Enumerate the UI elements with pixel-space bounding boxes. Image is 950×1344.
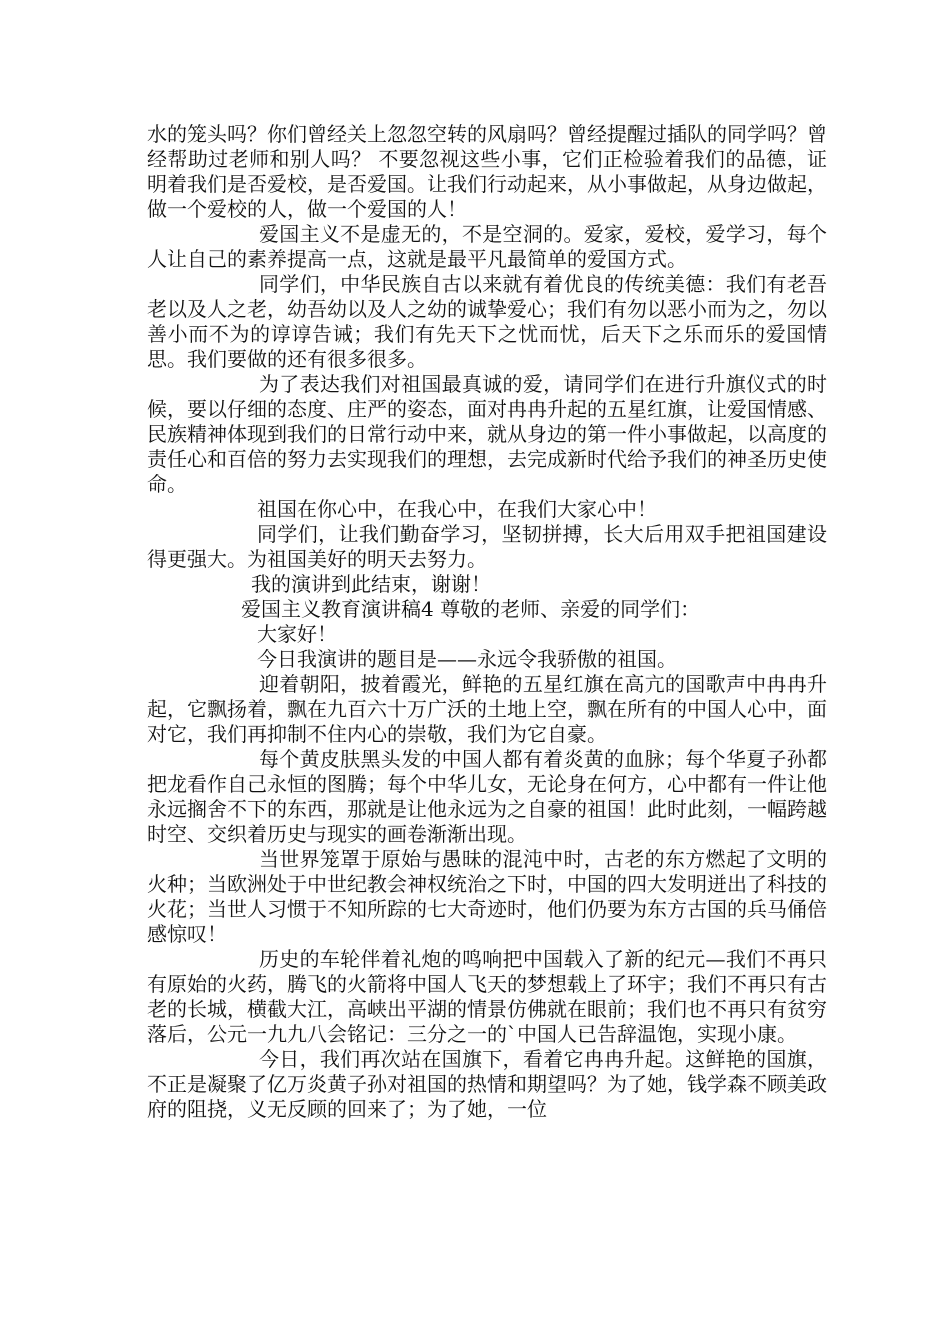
paragraph-12: 每个黄皮肤黑头发的中国人都有着炎黄的血脉；每个华夏子孙都把龙看作自己永恒的图腾；每个中华儿女，无论身在何方，心中都有一件让他永远搁舍不下的东西，那就是让他永远为之自豪的祖国！此时此刻，一幅跨越时空、交织着历史与现实的画卷渐渐出现。 <box>147 747 827 846</box>
paragraph-14: 历史的车轮伴着礼炮的鸣响把中国载入了新的纪元—我们不再只有原始的火药，腾飞的火箭将中国人飞天的梦想载上了环宇；我们不再只有古老的长城，横截大江，高峡出平湖的情景仿佛就在眼前；我们也不再只有贫穷落后，公元一九九八会铭记：三分之一的`中国人已告辞温饱，实现小康。 <box>147 947 827 1046</box>
paragraph-15: 今日，我们再次站在国旗下，看着它冉冉升起。这鲜艳的国旗，不正是凝聚了亿万炎黄子孙对祖国的热情和期望吗？为了她，钱学森不顾美政府的阻挠，义无反顾的回来了；为了她，一位 <box>147 1047 827 1121</box>
paragraph-1: 水的笼头吗？你们曾经关上忽忽空转的风扇吗？曾经提醒过插队的同学吗？曾经帮助过老师和别人吗？ 不要忽视这些小事，它们正检验着我们的品德，证明着我们是否爱校，是否爱国。让我们行动起来，从小事做起，从身边做起，做一个爱校的人，做一个爱国的人！ <box>147 122 827 221</box>
paragraph-11: 迎着朝阳，披着霞光，鲜艳的五星红旗在高亢的国歌声中冉冉升起，它飘扬着，飘在九百六十万广沃的土地上空，飘在所有的中国人心中，面对它，我们再抑制不住内心的崇敬，我们为它自豪。 <box>147 672 827 746</box>
paragraph-5: 祖国在你心中，在我心中，在我们大家心中！ <box>257 497 657 521</box>
paragraph-3: 同学们，中华民族自古以来就有着优良的传统美德：我们有老吾老以及人之老，幼吾幼以及人之幼的诚挚爱心；我们有勿以恶小而为之，勿以善小而不为的谆谆告诫；我们有先天下之忧而忧，后天下之乐而乐的爱国情思。我们要做的还有很多很多。 <box>147 272 827 371</box>
paragraph-13: 当世界笼罩于原始与愚昧的混沌中时，古老的东方燃起了文明的火种；当欧洲处于中世纪教会神权统治之下时，中国的四大发明迸出了科技的火花；当世人习惯于不知所踪的七大奇迹时，他们仍要为东方古国的兵马俑倍感惊叹！ <box>147 847 827 946</box>
speech-topic: 今日我演讲的题目是——永远令我骄傲的祖国。 <box>257 647 677 671</box>
paragraph-7: 我的演讲到此结束，谢谢！ <box>251 572 491 596</box>
document-body <box>147 122 827 1122</box>
paragraph-6: 同学们，让我们勤奋学习，坚韧拼搏，长大后用双手把祖国建设得更强大。为祖国美好的明天去努力。 <box>147 522 827 571</box>
paragraph-2: 爱国主义不是虚无的，不是空洞的。爱家，爱校，爱学习，每个人让自己的素养提高一点，这就是最平凡最简单的爱国方式。 <box>147 222 827 271</box>
section-heading: 爱国主义教育演讲稿4 尊敬的老师、亲爱的同学们： <box>241 597 701 621</box>
paragraph-4: 为了表达我们对祖国最真诚的爱，请同学们在进行升旗仪式的时候，要以仔细的态度、庄严的姿态，面对冉冉升起的五星红旗，让爱国情感、民族精神体现到我们的日常行动中来，就从身边的第一件小事做起，以高度的责任心和百倍的努力去实现我们的理想，去完成新时代给予我们的神圣历史使命。 <box>147 372 827 496</box>
greeting: 大家好！ <box>257 622 337 646</box>
